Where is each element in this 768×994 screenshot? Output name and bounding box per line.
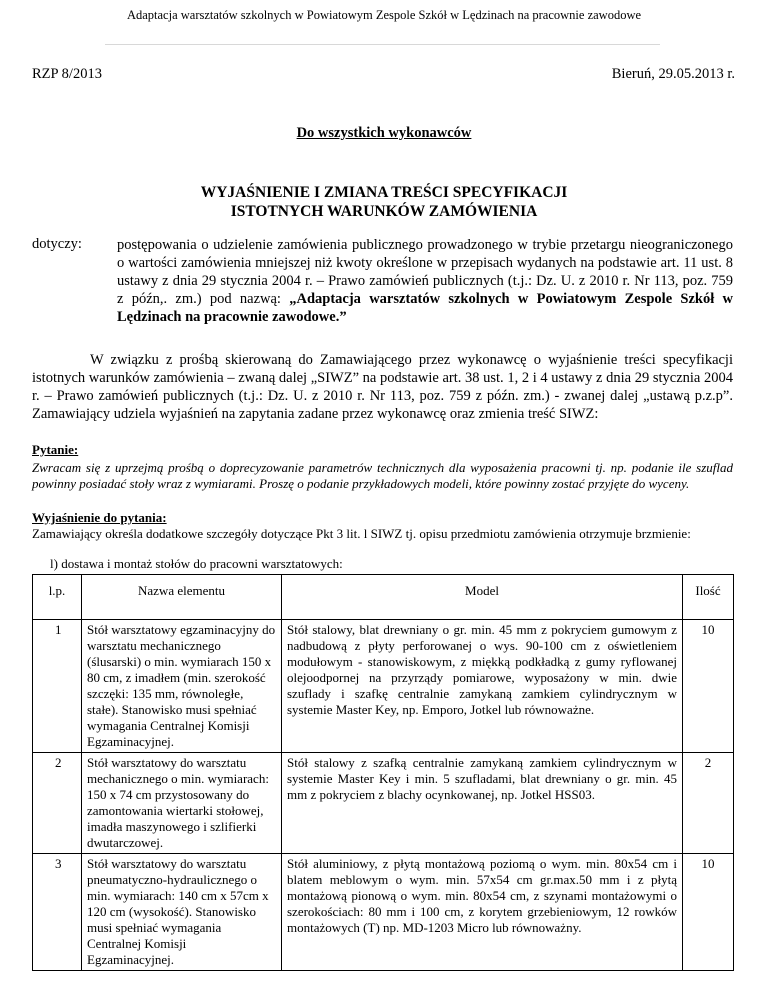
row-name: Stół warsztatowy do warsztatu pneumatyczno-hydraulicznego o min. wymiarach: 140 cm x 57cm x 120 cm (wysokość). Stanowisko musi spełniać wymagania Centralnej Komisji Egzaminacyjnej.	[82, 854, 282, 971]
row-qty: 10	[683, 854, 734, 971]
running-header: Adaptacja warsztatów szkolnych w Powiatowym Zespole Szkół w Lędzinach na pracownie zawodowe	[126, 8, 642, 22]
concerns-body: postępowania o udzielenie zamówienia publicznego prowadzonego w trybie przetargu nieograniczonego o wartości zamówienia mniejszej niż kwoty określone w przepisach wydanych na podstawie art. 11 ust. 8 ustawy z dnia 29 stycznia 2004 r. – Prawo zamówień publicznych (t.j.: Dz. U. z 2010 r. Nr 113, poz. 759 z późn,. zm.) pod nazwą:	[117, 237, 733, 307]
table-row	[33, 854, 734, 971]
answer-text: Zamawiający określa dodatkowe szczegóły dotyczące Pkt 3 lit. l SIWZ tj. opisu przedmiotu zamówienia otrzymuje brzmienie:	[32, 526, 691, 541]
addressee: Do wszystkich wykonawców	[296, 125, 472, 141]
row-lp: 2	[33, 753, 82, 854]
reference-number: RZP 8/2013	[32, 66, 102, 82]
equipment-table	[32, 574, 734, 971]
title-line-1: WYJAŚNIENIE I ZMIANA TREŚCI SPECYFIKACJI	[200, 184, 568, 201]
row-model: Stół stalowy, blat drewniany o gr. min. 45 mm z pokryciem gumowym z nadbudową z płyty perforowanej o wys. 90-100 cm z oświetleniem modułowym - stanowiskowym, z miękką podkładką z gumy ryflowanej olejoodpornej na przyrządy pomiarowe, wyposażony w min. dwie szuflady i szafkę centralnie zamykaną zamkiem cylindrycznym w systemie Master Key, np. Emporo, Jotkel lub równoważne.	[282, 620, 683, 753]
header-qty: Ilość	[683, 575, 734, 620]
question-text: Zwracam się z uprzejmą prośbą o doprecyzowanie parametrów technicznych dla wyposażenia pracowni tj. np. podanie ile szuflad powinny posiadać stoły wraz z wymiarami. Proszę o podanie przykładowych modeli, które powinny zostać przyjęte do wyceny.	[32, 460, 733, 491]
row-lp: 3	[33, 854, 82, 971]
header-name: Nazwa elementu	[82, 575, 282, 620]
header-divider	[105, 44, 660, 45]
row-qty: 10	[683, 620, 734, 753]
procurement-name: „Adaptacja warsztatów szkolnych w Powiatowym Zespole Szkół w Lędzinach na pracownie zawodowe.”	[117, 291, 734, 325]
intro-text: W związku z prośbą skierowaną do Zamawiającego przez wykonawcę o wyjaśnienie treści specyfikacji istotnych warunków zamówienia – zwaną dalej „SIWZ” na podstawie art. 38 ust. 1, 2 i 4 ustawy z dnia 29 stycznia 2004 r. – Prawo zamówień publicznych (t.j.: Dz. U. z 2010 r. Nr 113, poz. 759 z późn. zm.) - zwanej dalej „ustawą p.z.p”. Zamawiający udziela wyjaśnień na zapytania zadane przez wykonawcę oraz zmienia treść SIWZ:	[32, 352, 733, 422]
header-model: Model	[282, 575, 683, 620]
document-title	[0, 183, 768, 221]
table-header-row	[33, 575, 734, 620]
list-item-l: l) dostawa i montaż stołów do pracowni warsztatowych:	[50, 556, 343, 571]
row-name: Stół warsztatowy egzaminacyjny do warsztatu mechanicznego (ślusarski) o min. wymiarach 150 x 80 cm, z imadłem (min. szerokość szczęki: 135 mm, równoległe, stałe). Stanowisko musi spełniać wymagania Centralnej Komisji Egzaminacyjnej.	[82, 620, 282, 753]
intro-paragraph	[32, 351, 733, 423]
answer-label: Wyjaśnienie do pytania:	[32, 510, 167, 525]
header-lp: l.p.	[33, 575, 82, 620]
place-date: Bieruń, 29.05.2013 r.	[611, 66, 735, 82]
title-line-2: ISTOTNYCH WARUNKÓW ZAMÓWIENIA	[230, 203, 538, 220]
concerns-label: dotyczy:	[32, 236, 82, 252]
table-row	[33, 620, 734, 753]
concerns-text	[117, 236, 733, 326]
row-name: Stół warsztatowy do warsztatu mechanicznego o min. wymiarach: 150 x 74 cm przystosowany do zamontowania wiertarki stołowej, imadła maszynowego i szlifierki dwutarczowej.	[82, 753, 282, 854]
table-row	[33, 753, 734, 854]
row-lp: 1	[33, 620, 82, 753]
row-model: Stół aluminiowy, z płytą montażową poziomą o wym. min. 80x54 cm i blatem meblowym o wym. min. 57x54 cm gr.max.50 mm i z płytą montażową pionową o wym. min. 80x54 cm, z szynami montażowymi o szerokościach: 80 mm i 100 cm, z korytem grzebieniowym, 12 rowków montażowych (T) np. MD-1203 Micro lub równoważny.	[282, 854, 683, 971]
row-model: Stół stalowy z szafką centralnie zamykaną zamkiem cylindrycznym w systemie Master Key i min. 5 szufladami, blat drewniany o gr. min. 45 mm z pokryciem z blachy ocynkowanej, np. Jotkel HSS03.	[282, 753, 683, 854]
row-qty: 2	[683, 753, 734, 854]
question-label: Pytanie:	[32, 442, 79, 457]
